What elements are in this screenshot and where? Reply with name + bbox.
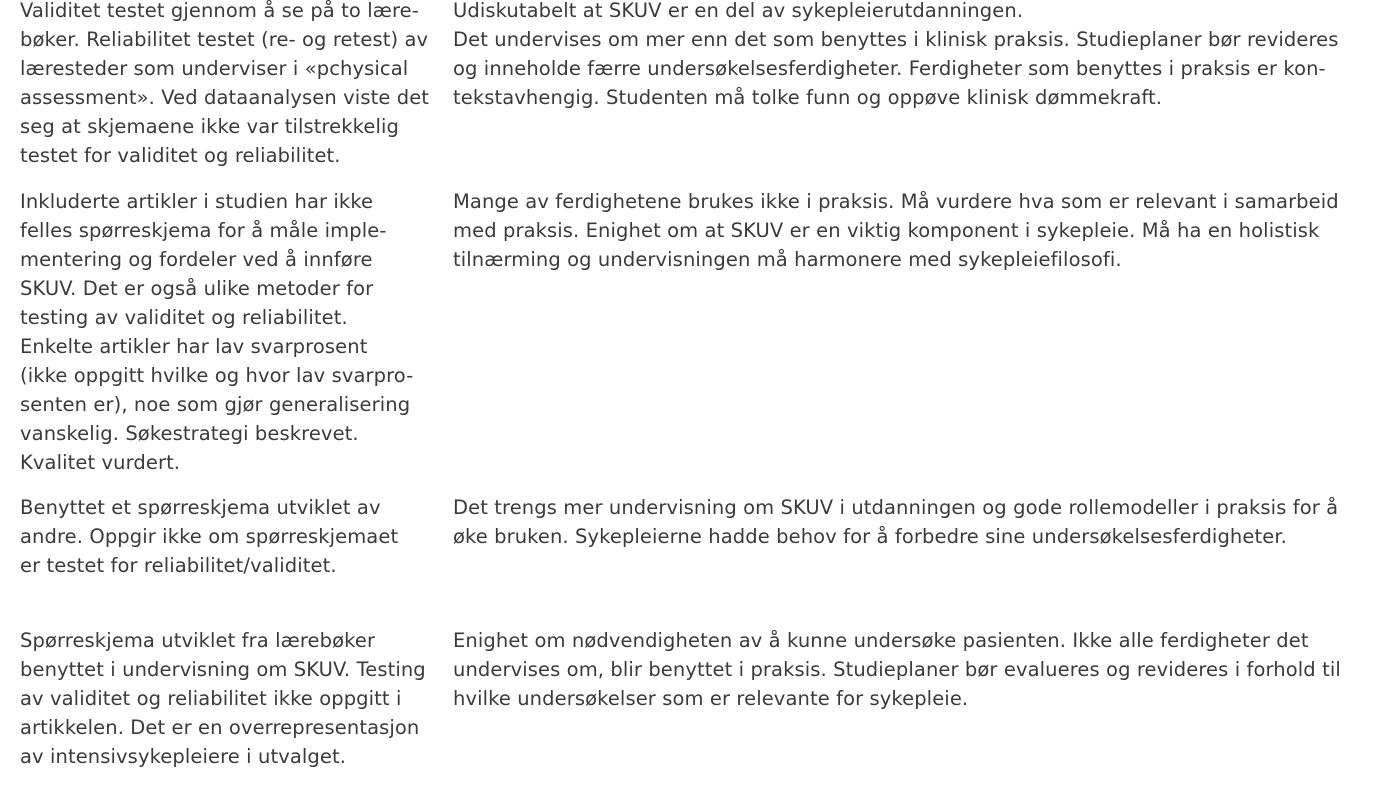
findings-cell	[453, 493, 1353, 551]
text-line: øke bruken. Sykepleierne hadde behov for å forbedre sine undersøkelsesferdigheter.	[453, 525, 1287, 548]
text-line: SKUV. Det er også ulike metoder for	[20, 277, 374, 300]
text-line: Inkluderte artikler i studien har ikke	[20, 190, 374, 213]
text-line: Spørreskjema utviklet fra lærebøker	[20, 629, 376, 652]
text-line: testing av validitet og reliabilitet.	[20, 306, 348, 329]
text-line: læresteder som underviser i «pchysical	[20, 57, 409, 80]
text-line: med praksis. Enighet om at SKUV er en viktig komponent i sykepleie. Må ha en holistisk	[453, 219, 1320, 242]
findings-cell	[453, 0, 1353, 112]
quality-assessment-cell	[20, 187, 432, 477]
text-line: tilnærming og undervisningen må harmonere med sykepleiefilosofi.	[453, 248, 1122, 271]
text-line: testet for validitet og reliabilitet.	[20, 144, 341, 167]
text-line: felles spørreskjema for å måle imple-	[20, 219, 387, 242]
text-line: hvilke undersøkelser som er relevante for sykepleie.	[453, 687, 969, 710]
text-line: av intensivsykepleiere i utvalget.	[20, 745, 347, 768]
text-line: Udiskutabelt at SKUV er en del av sykepleierutdanningen.	[453, 0, 1024, 22]
quality-assessment-cell	[20, 0, 432, 170]
text-line: Enighet om nødvendigheten av å kunne undersøke pasienten. Ikke alle ferdigheter det	[453, 629, 1309, 652]
text-line: Mange av ferdighetene brukes ikke i praksis. Må vurdere hva som er relevant i samarbeid	[453, 190, 1339, 213]
text-line: senten er), noe som gjør generalisering	[20, 393, 411, 416]
findings-cell	[453, 626, 1353, 713]
text-line: tekstavhengig. Studenten må tolke funn og oppøve klinisk dømmekraft.	[453, 86, 1163, 109]
text-line: seg at skjemaene ikke var tilstrekkelig	[20, 115, 399, 138]
text-line: Det trengs mer undervisning om SKUV i utdanningen og gode rollemodeller i praksis for å	[453, 496, 1339, 519]
text-line: assessment». Ved dataanalysen viste det	[20, 86, 430, 109]
text-line: Kvalitet vurdert.	[20, 451, 181, 474]
findings-cell	[453, 187, 1353, 274]
text-line: artikkelen. Det er en overrepresentasjon	[20, 716, 420, 739]
text-line: bøker. Reliabilitet testet (re- og retest) av	[20, 28, 429, 51]
text-line: av validitet og reliabilitet ikke oppgitt i	[20, 687, 402, 710]
text-line: og inneholde færre undersøkelsesferdigheter. Ferdigheter som benyttes i praksis er kon-	[453, 57, 1326, 80]
quality-assessment-cell	[20, 493, 432, 580]
text-line: Validitet testet gjennom å se på to lære-	[20, 0, 419, 22]
text-line: Benyttet et spørreskjema utviklet av	[20, 496, 381, 519]
text-line: vanskelig. Søkestrategi beskrevet.	[20, 422, 359, 445]
text-line: undervises om, blir benyttet i praksis. Studieplaner bør evalueres og revideres i forhold til	[453, 658, 1341, 681]
text-line: Det undervises om mer enn det som benyttes i klinisk praksis. Studieplaner bør revideres	[453, 28, 1339, 51]
text-line: Enkelte artikler har lav svarprosent	[20, 335, 368, 358]
text-line: er testet for reliabilitet/validitet.	[20, 554, 337, 577]
text-line: andre. Oppgir ikke om spørreskjemaet	[20, 525, 399, 548]
quality-assessment-cell	[20, 626, 432, 771]
text-line: benyttet i undervisning om SKUV. Testing	[20, 658, 426, 681]
text-line: (ikke oppgitt hvilke og hvor lav svarpro-	[20, 364, 414, 387]
text-line: mentering og fordeler ved å innføre	[20, 248, 373, 271]
